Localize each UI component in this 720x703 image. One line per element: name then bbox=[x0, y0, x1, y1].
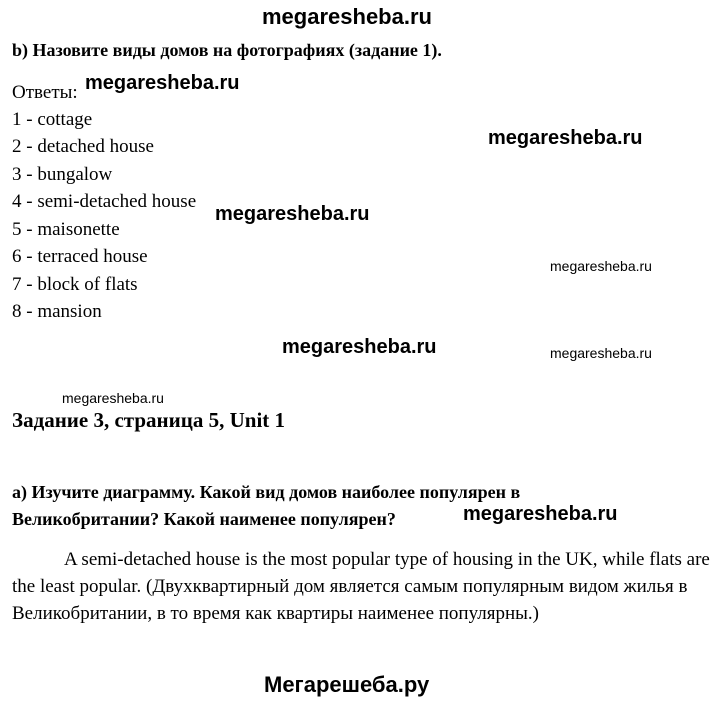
task3-answer: A semi-detached house is the most popular type of housing in the UK, while flats are the least popular. (Двухквартирный дом является самым популярным видом жилья в Великобритании, в то время как квартиры наименее популярны.) bbox=[12, 549, 710, 624]
task3-question-line2: Великобритании? Какой наименее популярен? bbox=[12, 509, 396, 529]
task3-question-line1: a) Изучите диаграмму. Какой вид домов наиболее популярен в bbox=[12, 482, 521, 502]
answer-item-2: 2 - detached house bbox=[12, 136, 154, 157]
watermark-question-end: megaresheba.ru bbox=[463, 503, 618, 525]
answer-item-1: 1 - cottage bbox=[12, 109, 93, 130]
watermark-top: megaresheba.ru bbox=[262, 4, 432, 29]
watermark-small-left: megaresheba.ru bbox=[62, 390, 164, 406]
task3-title: Задание 3, страница 5, Unit 1 bbox=[12, 408, 286, 432]
watermark-right-mid: megaresheba.ru bbox=[488, 127, 643, 149]
answer-item-4: 4 - semi-detached house bbox=[12, 191, 197, 212]
answer-item-8: 8 - mansion bbox=[12, 301, 102, 322]
answer-item-7: 7 - block of flats bbox=[12, 274, 138, 295]
watermark-small-right-1: megaresheba.ru bbox=[550, 258, 652, 274]
answers-label: Ответы: bbox=[12, 82, 78, 103]
watermark-small-right-2: megaresheba.ru bbox=[550, 345, 652, 361]
answer-item-5: 5 - maisonette bbox=[12, 219, 120, 240]
answer-item-3: 3 - bungalow bbox=[12, 164, 113, 185]
watermark-answers: megaresheba.ru bbox=[85, 72, 240, 94]
watermark-footer: Мегарешеба.ру bbox=[264, 672, 430, 697]
watermark-center-item5: megaresheba.ru bbox=[215, 203, 370, 225]
section-b-heading: b) Назовите виды домов на фотографиях (задание 1). bbox=[12, 40, 442, 60]
watermark-center-lower: megaresheba.ru bbox=[282, 336, 437, 358]
answer-item-6: 6 - terraced house bbox=[12, 246, 148, 267]
